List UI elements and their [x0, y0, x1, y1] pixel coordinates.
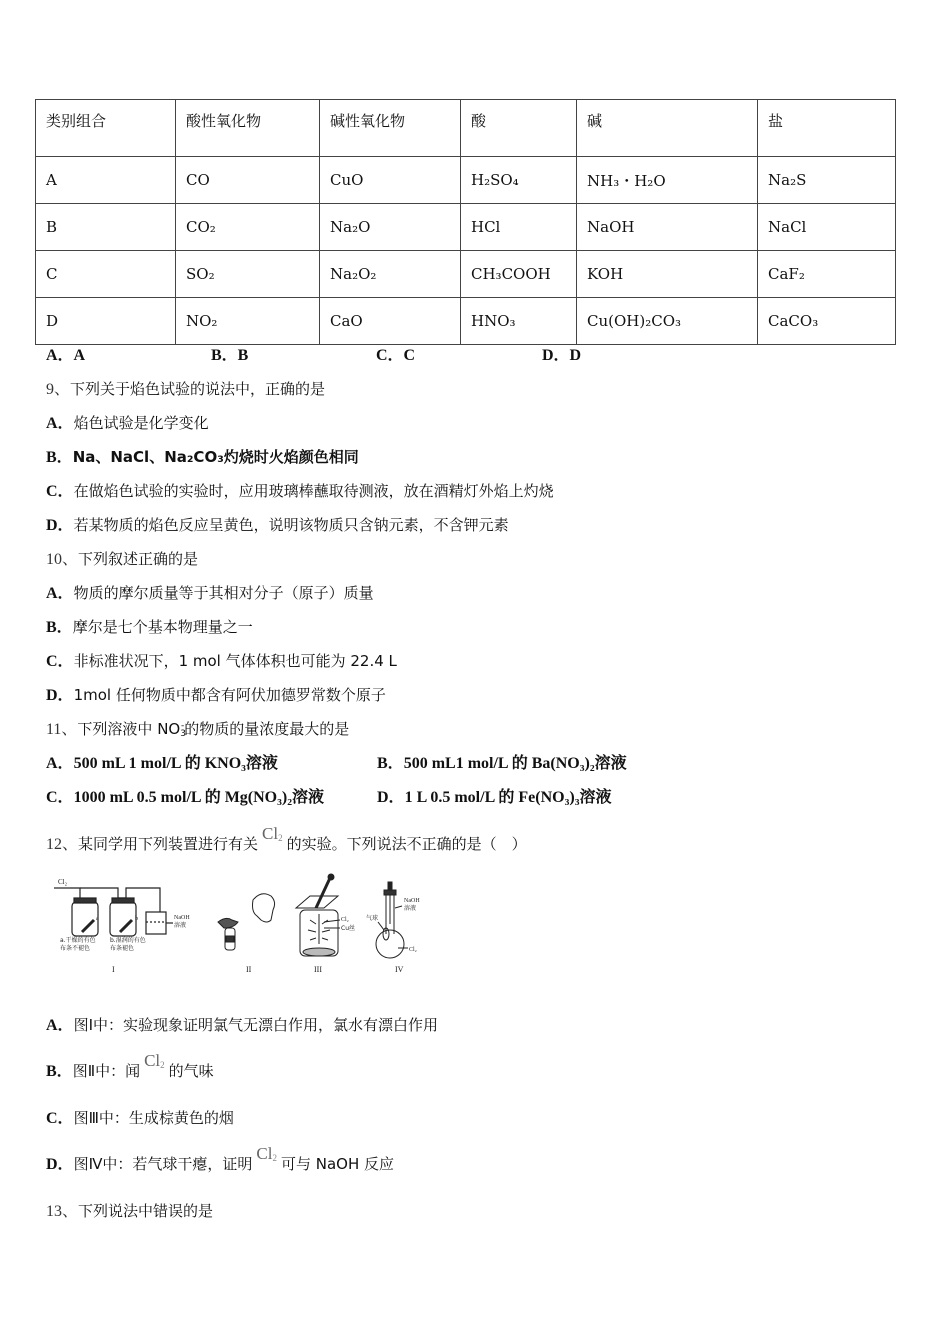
q10-option-b[interactable]: B．摩尔是七个基本物理量之一 — [46, 618, 253, 636]
apparatus-figure — [48, 872, 438, 980]
svg-text:II: II — [246, 965, 252, 974]
q12-option-b[interactable]: B．图Ⅱ中：闻$Cl_2$ 的气味 — [46, 1051, 214, 1080]
table-header-row — [36, 100, 896, 157]
svg-text:III: III — [314, 965, 322, 974]
q11-option-a[interactable]: A．500 mL 1 mol/L 的 KNO₃溶液 — [46, 755, 278, 772]
header-cell: 碱 — [577, 100, 758, 157]
table-cell: Cu(OH)₂CO₃ — [577, 298, 758, 345]
q9-option-d[interactable]: D．若某物质的焰色反应呈黄色，说明该物质只含钠元素，不含钾元素 — [46, 516, 509, 534]
table-cell: CuO — [320, 157, 461, 204]
table-cell: CH₃COOH — [461, 251, 577, 298]
table-cell: CO₂ — [176, 204, 320, 251]
svg-text:Cu丝: Cu丝 — [341, 925, 355, 932]
svg-text:I: I — [112, 965, 115, 974]
svg-text:NaOH: NaOH — [404, 898, 420, 904]
q12-stem: 12、某同学用下列装置进行有关$Cl_2$ 的实验。下列说法不正确的是（ ） — [46, 824, 527, 853]
table-cell: H₂SO₄ — [461, 157, 577, 204]
option-b[interactable]: B．B — [211, 347, 249, 364]
table-cell: B — [36, 204, 176, 251]
table-row — [36, 298, 896, 345]
table-cell: HCl — [461, 204, 577, 251]
svg-text:溶液: 溶液 — [404, 905, 417, 912]
svg-text:IV: IV — [395, 965, 404, 974]
q9-stem: 9、下列关于焰色试验的说法中，正确的是 — [46, 380, 326, 398]
svg-text:布条不褪色: 布条不褪色 — [60, 945, 91, 952]
q10-stem: 10、下列叙述正确的是 — [46, 550, 199, 568]
table-cell: CaO — [320, 298, 461, 345]
svg-text:Cl₂: Cl₂ — [341, 917, 349, 923]
table-cell: NH₃・H₂O — [577, 157, 758, 204]
option-a[interactable]: A．A — [46, 347, 86, 364]
q13-stem: 13、下列说法中错误的是 — [46, 1202, 214, 1220]
svg-text:a.干燥的有色: a.干燥的有色 — [60, 937, 96, 944]
table-cell: NaCl — [758, 204, 896, 251]
q9-option-b[interactable]: B．Na、NaCl、Na₂CO₃灼烧时火焰颜色相同 — [46, 448, 359, 466]
q9-option-a[interactable]: A．焰色试验是化学变化 — [46, 414, 209, 432]
svg-text:溶液: 溶液 — [174, 922, 187, 929]
q10-option-c[interactable]: C．非标准状况下，1 mol 气体体积也可能为 22.4 L — [46, 652, 397, 670]
table-cell: Na₂O — [320, 204, 461, 251]
header-cell: 盐 — [758, 100, 896, 157]
apparatus-diagram — [48, 872, 438, 980]
q11-option-b[interactable]: B．500 mL1 mol/L 的 Ba(NO₃)₂溶液 — [377, 755, 627, 772]
table-cell: C — [36, 251, 176, 298]
table-cell: Na₂S — [758, 157, 896, 204]
table-cell: NaOH — [577, 204, 758, 251]
svg-text:b.湿润的有色: b.湿润的有色 — [110, 937, 146, 944]
option-d[interactable]: D．D — [542, 347, 582, 364]
svg-text:a: a — [96, 916, 99, 922]
table-cell: Na₂O₂ — [320, 251, 461, 298]
table-cell: HNO₃ — [461, 298, 577, 345]
svg-text:Cl₂: Cl₂ — [58, 878, 68, 886]
q12-option-a[interactable]: A．图Ⅰ中：实验现象证明氯气无漂白作用，氯水有漂白作用 — [46, 1016, 438, 1034]
classification-table — [35, 99, 896, 345]
table-cell: CO — [176, 157, 320, 204]
table-cell: CaCO₃ — [758, 298, 896, 345]
svg-text:b: b — [135, 916, 138, 922]
svg-text:气球: 气球 — [366, 915, 379, 922]
table-row — [36, 204, 896, 251]
svg-text:布条褪色: 布条褪色 — [110, 945, 135, 952]
table-cell: A — [36, 157, 176, 204]
cl2-formula: $Cl_2$ — [262, 824, 283, 843]
option-c[interactable]: C．C — [376, 347, 416, 364]
cl2-formula: $Cl_2$ — [144, 1051, 165, 1070]
header-cell: 酸性氧化物 — [176, 100, 320, 157]
q12-option-c[interactable]: C．图Ⅲ中：生成棕黄色的烟 — [46, 1109, 234, 1127]
q11-option-d[interactable]: D．1 L 0.5 mol/L 的 Fe(NO₃)₃溶液 — [377, 789, 612, 806]
svg-text:NaOH: NaOH — [174, 915, 190, 921]
header-cell: 类别组合 — [36, 100, 176, 157]
q10-option-a[interactable]: A．物质的摩尔质量等于其相对分子（原子）质量 — [46, 584, 374, 602]
q10-option-d[interactable]: D．1mol 任何物质中都含有阿伏加德罗常数个原子 — [46, 686, 386, 704]
table-row — [36, 251, 896, 298]
table-cell: SO₂ — [176, 251, 320, 298]
header-cell: 碱性氧化物 — [320, 100, 461, 157]
table-cell: CaF₂ — [758, 251, 896, 298]
q12-option-d[interactable]: D．图Ⅳ中：若气球干瘪，证明$Cl_2$ 可与 NaOH 反应 — [46, 1144, 395, 1173]
table-cell: KOH — [577, 251, 758, 298]
q11-option-c[interactable]: C．1000 mL 0.5 mol/L 的 Mg(NO₃)₂溶液 — [46, 789, 325, 806]
svg-text:Cl₂: Cl₂ — [409, 947, 417, 953]
table-cell: NO₂ — [176, 298, 320, 345]
table-cell: D — [36, 298, 176, 345]
table-row — [36, 157, 896, 204]
header-cell: 酸 — [461, 100, 577, 157]
q9-option-c[interactable]: C．在做焰色试验的实验时，应用玻璃棒蘸取待测液，放在酒精灯外焰上灼烧 — [46, 482, 554, 500]
cl2-formula: $Cl_2$ — [256, 1144, 277, 1163]
q11-stem: 11、下列溶液中 $NO_3^-$的物质的量浓度最大的是 — [46, 720, 350, 739]
